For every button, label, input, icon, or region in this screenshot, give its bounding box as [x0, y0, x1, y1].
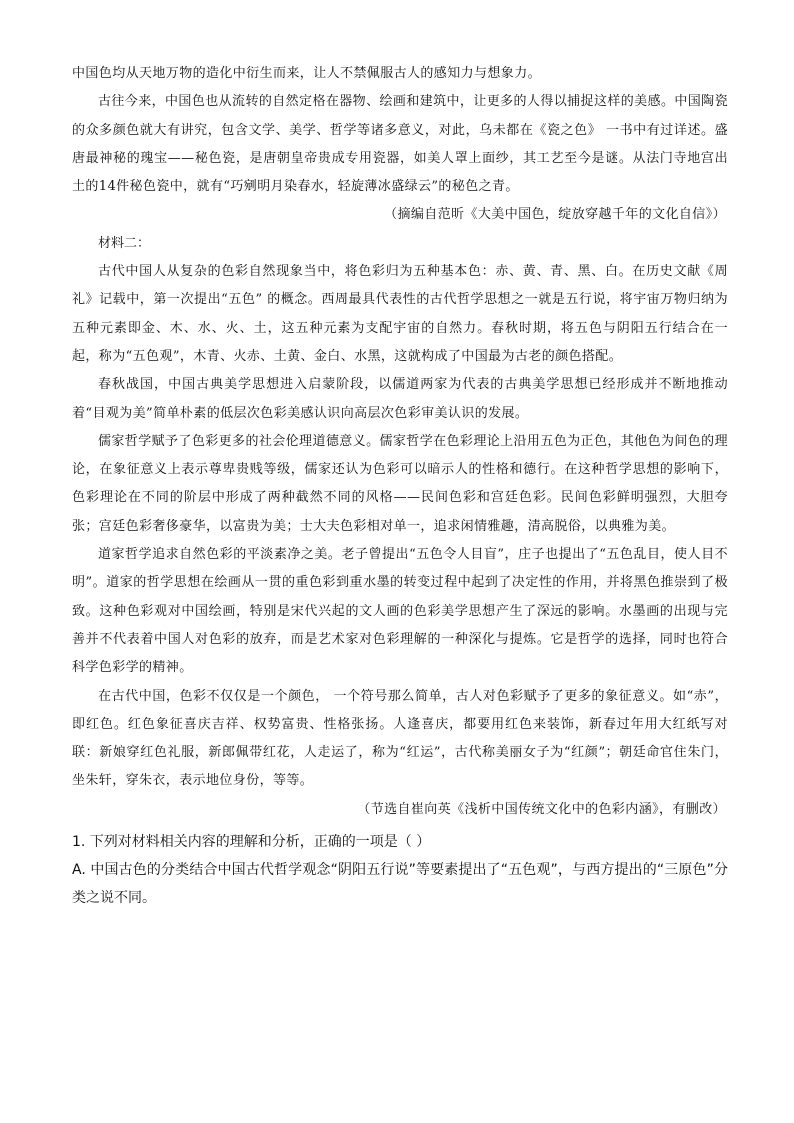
- material2-heading: 材料二：: [98, 235, 151, 251]
- material1-paragraph-1: 中国色均从天地万物的造化中衍生而来，让人不禁佩服古人的感知力与想象力。: [72, 66, 542, 81]
- question-stem: 1. 下列对材料相关内容的理解和分析，正确的一项是（ ）: [72, 834, 431, 851]
- material1-paragraph-2: 古往今来，中国色也从流转的自然定格在器物、绘画和建筑中，让更多的人得以捕捉这样的美感。中国陶瓷的众多颜色就大有讲究，包含文学、美学、哲学等诸多意义，对此，乌未都在《瓷之色》 一书中有过详述。盛唐最神秘的瑰宝——秘色瓷，是唐朝皇帝贵成专用瓷器，如美人罩上面纱，其工艺至今是谜。从法门寺地宫出土的14件秘色瓷中，就有“巧剜明月染春水，轻旋薄冰盛绿云”的秘色之青。: [72, 94, 728, 195]
- material-one: [72, 60, 728, 230]
- material2-paragraph-1: 古代中国人从复杂的色彩自然现象当中，将色彩归为五种基本色：赤、黄、青、黑、白。在历史文献《周礼》记载中，第一次提出“五色” 的概念。西周最具代表性的古代哲学思想之一就是五行说，将宇宙万物归纳为五种元素即金、木、水、火、土，这五种元素为支配宇宙的自然力。春秋时期，将五色与阴阳五行结合在一起，称为“五色观”，木青、火赤、土黄、金白、水黑，这就构成了中国最为古老的颜色搭配。: [72, 264, 728, 364]
- material1-source: （摘编自范昕《大美中国色，绽放穿越千年的文化自信》）: [384, 207, 726, 223]
- option-a: A. 中国古色的分类结合中国古代哲学观念“阴阳五行说”等要素提出了“五色观”，与西方提出的“三原色”分类之说不同。: [72, 862, 728, 907]
- material2-paragraph-5: 在古代中国，色彩不仅仅是一个颜色， 一个符号那么简单，古人对色彩赋予了更多的象征意义。如“赤”，即红色。红色象征喜庆吉祥、权势富贵、性格张扬。人逢喜庆，都要用红色来装饰，新春过年用大红纸写对联：新娘穿红色礼服，新郎佩带红花，人走运了，称为“红运”，古代称美丽女子为“红颜”；朝廷命官住朱门，坐朱轩，穿朱衣，表示地位身份，等等。: [72, 688, 728, 789]
- material2-paragraph-4: 道家哲学追求自然色彩的平淡素净之美。老子曾提出“五色令人目盲”，庄子也提出了“五色乱目，使人目不明”。道家的哲学思想在绘画从一贯的重色彩到重水墨的转变过程中起到了决定性的作用，并将黑色推崇到了极致。这种色彩观对中国绘画，特别是宋代兴起的文人画的色彩美学思想产生了深远的影响。水墨画的出现与完善并不代表着中国人对色彩的放弃，而是艺术家对色彩理解的一种深化与提炼。它是哲学的选择，同时也符合科学色彩学的精神。: [72, 547, 728, 676]
- material2-paragraph-2: 春秋战国，中国古典美学思想进入启蒙阶段，以儒道两家为代表的古典美学思想已经形成并不断地推动着“目观为美”简单朴素的低层次色彩美感认识向高层次色彩审美认识的发展。: [72, 377, 728, 421]
- material2-source: （节选自崔向英《浅析中国传统文化中的色彩内涵》，有删改）: [357, 801, 726, 817]
- question-block: [72, 828, 728, 912]
- material-two: [72, 230, 728, 824]
- material2-paragraph-3: 儒家哲学赋予了色彩更多的社会伦理道德意义。儒家哲学在色彩理论上沿用五色为正色，其他色为间色的理论，在象征意义上表示尊卑贵贱等级，儒家还认为色彩可以暗示人的性格和德行。在这种哲学思想的影响下，色彩理论在不同的阶层中形成了两种截然不同的风格——民间色彩和宫廷色彩。民间色彩鲜明强烈，大胆夸张；宫廷色彩奢侈豪华，以富贵为美；士大夫色彩相对单一，追求闲情雅趣，清高脱俗，以典雅为美。: [72, 433, 728, 534]
